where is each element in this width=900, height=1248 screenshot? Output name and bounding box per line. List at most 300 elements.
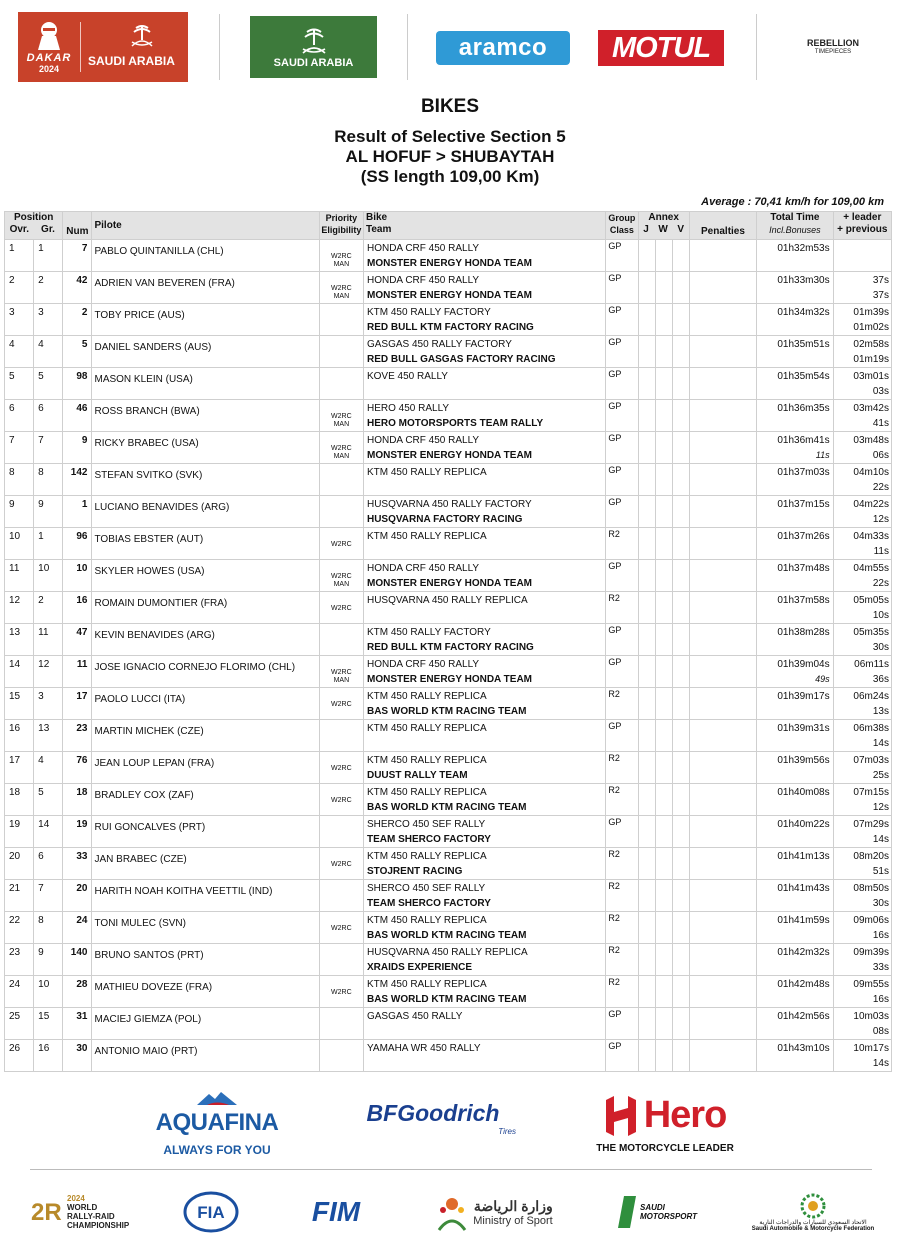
rider-name: MATHIEU DOVEZE (FRA) — [92, 976, 319, 1008]
ministry-arabic: وزارة الرياضة — [473, 1197, 553, 1214]
team-name: MONSTER ENERGY HONDA TEAM — [366, 290, 532, 301]
bike-model: KTM 450 RALLY FACTORY — [366, 627, 491, 638]
overall-position: 15 — [5, 688, 34, 720]
table-row — [5, 272, 892, 304]
total-time: 01h40m22s — [777, 819, 830, 830]
gap-cell — [833, 496, 891, 528]
aquafina-tagline: ALWAYS FOR YOU — [163, 1143, 271, 1157]
fia-globe-icon — [183, 1191, 239, 1233]
results-table-header — [5, 212, 892, 240]
annex-v — [672, 688, 689, 720]
total-time-cell — [757, 752, 833, 784]
priority-eligibility — [319, 848, 363, 880]
bike-model: YAMAHA WR 450 RALLY — [366, 1043, 481, 1054]
leader-label: + leader — [843, 212, 882, 223]
eligibility-w2rc: W2RC — [331, 413, 352, 420]
gap-to-previous: 13s — [872, 706, 889, 717]
gap-cell — [833, 1040, 891, 1072]
total-time-label: Total Time — [770, 212, 820, 223]
total-time-cell — [757, 944, 833, 976]
rebellion-timepieces-logo — [786, 36, 880, 60]
team-name: HERO MOTORSPORTS TEAM RALLY — [366, 418, 544, 429]
annex-j — [638, 880, 655, 912]
team-name: HUSQVARNA FACTORY RACING — [366, 514, 523, 525]
annex-w — [655, 368, 672, 400]
group-position: 9 — [34, 496, 63, 528]
bike-team-cell — [363, 592, 605, 624]
sms-text: SAUDI MOTORSPORT — [640, 1203, 698, 1221]
table-row — [5, 976, 892, 1008]
group-position: 15 — [34, 1008, 63, 1040]
fim-logo: FIM — [311, 1196, 361, 1227]
rider-number: 5 — [63, 336, 92, 368]
bike-team-header — [363, 212, 605, 240]
gap-cell — [833, 336, 891, 368]
pilote-header — [92, 212, 319, 240]
gap-to-leader: 09m06s — [853, 915, 889, 926]
gap-to-leader: 09m55s — [853, 979, 889, 990]
bike-model: KTM 450 RALLY FACTORY — [366, 307, 491, 318]
group-label: Group — [608, 213, 636, 223]
total-time: 01h42m48s — [777, 979, 830, 990]
annex-v — [672, 656, 689, 688]
bike-model: HONDA CRF 450 RALLY — [366, 659, 480, 670]
palm-swords-icon — [128, 22, 156, 50]
penalties — [689, 880, 756, 912]
gap-to-previous: 16s — [872, 930, 889, 941]
group-class: R2 — [606, 592, 638, 624]
priority-eligibility — [319, 1040, 363, 1072]
eligibility-w2rc: W2RC — [331, 765, 352, 772]
class-label: Class — [609, 225, 634, 235]
gap-to-leader: 05m05s — [853, 595, 889, 606]
rider-name: PAOLO LUCCI (ITA) — [92, 688, 319, 720]
gap-cell — [833, 272, 891, 304]
group-position: 11 — [34, 624, 63, 656]
rider-name: JAN BRABEC (CZE) — [92, 848, 319, 880]
total-time: 01h37m26s — [777, 531, 830, 542]
table-row — [5, 240, 892, 272]
total-time: 01h40m08s — [777, 787, 830, 798]
bike-model: KTM 450 RALLY REPLICA — [366, 723, 487, 734]
gap-to-previous: 22s — [872, 482, 889, 493]
total-time-cell — [757, 720, 833, 752]
overall-position: 18 — [5, 784, 34, 816]
ministry-english: Ministry of Sport — [473, 1214, 553, 1227]
annex-v — [672, 464, 689, 496]
result-titles — [0, 96, 900, 187]
gap-cell — [833, 464, 891, 496]
rider-name: RICKY BRABEC (USA) — [92, 432, 319, 464]
priority-eligibility — [319, 880, 363, 912]
bike-team-cell — [363, 304, 605, 336]
bike-model: HUSQVARNA 450 RALLY REPLICA — [366, 947, 528, 958]
total-time-cell — [757, 528, 833, 560]
ministry-emblem-icon — [435, 1192, 469, 1232]
total-time-cell — [757, 976, 833, 1008]
team-name: BAS WORLD KTM RACING TEAM — [366, 994, 527, 1005]
overall-position: 11 — [5, 560, 34, 592]
gap-to-leader: 04m10s — [853, 467, 889, 478]
annex-v — [672, 592, 689, 624]
dakar-country: SAUDI ARABIA — [88, 54, 175, 68]
rider-number: 20 — [63, 880, 92, 912]
penalties — [689, 1040, 756, 1072]
gap-to-leader: 03m01s — [853, 371, 889, 382]
bike-team-cell — [363, 1040, 605, 1072]
annex-v — [672, 272, 689, 304]
gap-to-previous: 08s — [872, 1026, 889, 1037]
team-name: BAS WORLD KTM RACING TEAM — [366, 802, 527, 813]
team-name: BAS WORLD KTM RACING TEAM — [366, 706, 527, 717]
group-class: GP — [606, 1008, 638, 1040]
rider-number: 28 — [63, 976, 92, 1008]
priority-eligibility — [319, 272, 363, 304]
priority-eligibility — [319, 368, 363, 400]
group-class: GP — [606, 560, 638, 592]
group-position: 7 — [34, 880, 63, 912]
position-header — [5, 212, 63, 240]
header-logo-bar — [0, 0, 900, 90]
gap-to-leader: 03m42s — [853, 403, 889, 414]
table-row — [5, 784, 892, 816]
annex-j — [638, 784, 655, 816]
bike-team-cell — [363, 656, 605, 688]
rider-number: 2 — [63, 304, 92, 336]
table-row — [5, 880, 892, 912]
total-time-cell — [757, 816, 833, 848]
table-row — [5, 944, 892, 976]
total-time: 01h41m59s — [777, 915, 830, 926]
total-time: 01h43m10s — [777, 1043, 830, 1054]
total-time-cell — [757, 912, 833, 944]
penalties — [689, 816, 756, 848]
penalties — [689, 1008, 756, 1040]
previous-label: + previous — [837, 224, 888, 235]
incl-bonuses-label: Incl.Bonuses — [769, 225, 821, 235]
rider-number: 1 — [63, 496, 92, 528]
priority-eligibility — [319, 400, 363, 432]
bike-team-cell — [363, 240, 605, 272]
priority-eligibility — [319, 496, 363, 528]
stage-title: Result of Selective Section 5 — [334, 127, 566, 146]
hero-h-icon — [604, 1096, 638, 1136]
rider-number: 9 — [63, 432, 92, 464]
group-class: GP — [606, 368, 638, 400]
penalties — [689, 368, 756, 400]
penalties — [689, 496, 756, 528]
rider-name: BRADLEY COX (ZAF) — [92, 784, 319, 816]
penalties — [689, 528, 756, 560]
table-row — [5, 560, 892, 592]
group-class: GP — [606, 656, 638, 688]
gap-to-previous: 30s — [872, 642, 889, 653]
total-time: 01h42m32s — [777, 947, 830, 958]
ovr-header: Ovr. — [9, 224, 30, 235]
penalties-label: Penalties — [701, 226, 745, 237]
total-time-cell — [757, 848, 833, 880]
bike-model: KTM 450 RALLY REPLICA — [366, 787, 487, 798]
gap-to-previous: 36s — [872, 674, 889, 685]
annex-j — [638, 1040, 655, 1072]
team-label: Team — [365, 224, 392, 235]
annex-v — [672, 240, 689, 272]
eligibility-w2rc: W2RC — [331, 797, 352, 804]
gap-cell — [833, 400, 891, 432]
bike-team-cell — [363, 720, 605, 752]
annex-v — [672, 1008, 689, 1040]
overall-position: 8 — [5, 464, 34, 496]
group-class: GP — [606, 432, 638, 464]
total-time: 01h37m03s — [777, 467, 830, 478]
fia-logo — [182, 1186, 240, 1238]
bike-model: GASGAS 450 RALLY FACTORY — [366, 339, 512, 350]
aramco-logo: aramco — [436, 31, 570, 65]
bike-team-cell — [363, 944, 605, 976]
annex-w — [655, 560, 672, 592]
motul-logo: MOTUL — [598, 30, 724, 66]
total-time-cell — [757, 272, 833, 304]
annex-j — [638, 976, 655, 1008]
rebellion-sub: TIMEPIECES — [814, 49, 852, 55]
annex-j — [638, 368, 655, 400]
rebellion-name: REBELLION — [806, 38, 859, 48]
group-position: 4 — [34, 336, 63, 368]
total-time-cell — [757, 304, 833, 336]
penalties — [689, 400, 756, 432]
gap-to-previous: 01m19s — [853, 354, 889, 365]
group-class: R2 — [606, 752, 638, 784]
rider-number: 18 — [63, 784, 92, 816]
eligibility-w2rc: W2RC — [331, 573, 352, 580]
group-class: GP — [606, 496, 638, 528]
penalties — [689, 624, 756, 656]
eligibility-w2rc: W2RC — [331, 285, 352, 292]
gap-cell — [833, 368, 891, 400]
overall-position: 16 — [5, 720, 34, 752]
overall-position: 6 — [5, 400, 34, 432]
annex-w — [655, 944, 672, 976]
table-row — [5, 304, 892, 336]
eligibility-man: MAN — [333, 421, 350, 428]
annex-j — [638, 240, 655, 272]
bike-model: HONDA CRF 450 RALLY — [366, 563, 480, 574]
rider-number: 96 — [63, 528, 92, 560]
annex-j — [638, 1008, 655, 1040]
rider-name: PABLO QUINTANILLA (CHL) — [92, 240, 319, 272]
total-time: 01h37m15s — [777, 499, 830, 510]
group-class: R2 — [606, 912, 638, 944]
w2rc-year: 2024 — [67, 1194, 85, 1203]
average-speed: Average : 70,41 km/h for 109,00 km — [701, 196, 884, 208]
bike-team-cell — [363, 816, 605, 848]
dakar-year: 2024 — [38, 64, 60, 74]
rider-number: 76 — [63, 752, 92, 784]
team-name: MONSTER ENERGY HONDA TEAM — [366, 578, 532, 589]
penalties — [689, 464, 756, 496]
rider-name: MACIEJ GIEMZA (POL) — [92, 1008, 319, 1040]
total-time-cell — [757, 368, 833, 400]
eligibility-w2rc: W2RC — [331, 253, 352, 260]
results-table — [4, 211, 892, 1072]
total-time-cell — [757, 880, 833, 912]
bike-model: HONDA CRF 450 RALLY — [366, 435, 480, 446]
sm-emblem-icon — [614, 1192, 640, 1232]
annex-v — [672, 976, 689, 1008]
bike-model: SHERCO 450 SEF RALLY — [366, 819, 486, 830]
bfgoodrich-sub: Tires — [498, 1127, 516, 1136]
group-position: 12 — [34, 656, 63, 688]
group-position: 1 — [34, 528, 63, 560]
table-row — [5, 592, 892, 624]
overall-position: 7 — [5, 432, 34, 464]
overall-position: 21 — [5, 880, 34, 912]
priority-eligibility — [319, 720, 363, 752]
team-name: RED BULL KTM FACTORY RACING — [366, 642, 534, 653]
total-time: 01h39m04s — [777, 659, 830, 670]
table-row — [5, 688, 892, 720]
gap-to-previous: 22s — [872, 578, 889, 589]
palm-swords-icon — [299, 25, 329, 57]
samf-english: Saudi Automobile & Motorcycle Federation — [751, 1225, 875, 1232]
annex-j — [638, 464, 655, 496]
table-row — [5, 656, 892, 688]
stage-route: AL HOFUF > SHUBAYTAH — [345, 147, 555, 166]
annex-w — [655, 784, 672, 816]
bike-team-cell — [363, 400, 605, 432]
gap-to-previous: 14s — [872, 1058, 889, 1069]
overall-position: 14 — [5, 656, 34, 688]
total-time-cell — [757, 784, 833, 816]
annex-v — [672, 848, 689, 880]
rider-number: 16 — [63, 592, 92, 624]
group-class: GP — [606, 400, 638, 432]
total-time: 01h37m58s — [777, 595, 830, 606]
gap-to-leader: 01m39s — [853, 307, 889, 318]
results-table-body — [5, 240, 892, 1072]
team-name: MONSTER ENERGY HONDA TEAM — [366, 450, 532, 461]
eligibility-w2rc: W2RC — [331, 861, 352, 868]
group-class: GP — [606, 720, 638, 752]
annex-v — [672, 560, 689, 592]
annex-j — [638, 432, 655, 464]
eligibility-w2rc: W2RC — [331, 445, 352, 452]
rider-name: MASON KLEIN (USA) — [92, 368, 319, 400]
annex-w — [655, 592, 672, 624]
bike-model: KTM 450 RALLY REPLICA — [366, 691, 487, 702]
bfgoodrich-logo — [350, 1100, 516, 1136]
gap-cell — [833, 304, 891, 336]
annex-v — [672, 752, 689, 784]
priority-label: Priority — [325, 213, 358, 223]
gap-to-leader: 37s — [872, 275, 889, 286]
fia-text: FIA — [197, 1203, 225, 1222]
group-class: R2 — [606, 976, 638, 1008]
rider-number: 17 — [63, 688, 92, 720]
annex-w — [655, 976, 672, 1008]
gap-cell — [833, 1008, 891, 1040]
bike-team-cell — [363, 688, 605, 720]
team-name: MONSTER ENERGY HONDA TEAM — [366, 258, 532, 269]
bike-team-cell — [363, 528, 605, 560]
team-name: STOJRENT RACING — [366, 866, 463, 877]
bike-team-cell — [363, 912, 605, 944]
group-class: GP — [606, 336, 638, 368]
total-time: 01h39m17s — [777, 691, 830, 702]
table-row — [5, 464, 892, 496]
priority-eligibility — [319, 592, 363, 624]
pilote-label: Pilote — [94, 220, 122, 231]
bike-model: KTM 450 RALLY REPLICA — [366, 531, 487, 542]
gap-to-leader: 08m20s — [853, 851, 889, 862]
gap-to-previous: 30s — [872, 898, 889, 909]
gap-to-leader: 04m33s — [853, 531, 889, 542]
annex-j — [638, 688, 655, 720]
priority-eligibility — [319, 688, 363, 720]
rider-number: 98 — [63, 368, 92, 400]
penalties — [689, 912, 756, 944]
table-row — [5, 1008, 892, 1040]
group-class: GP — [606, 304, 638, 336]
rider-number: 31 — [63, 1008, 92, 1040]
rider-number: 47 — [63, 624, 92, 656]
table-row — [5, 816, 892, 848]
priority-eligibility — [319, 464, 363, 496]
team-name: TEAM SHERCO FACTORY — [366, 834, 491, 845]
annex-v — [672, 720, 689, 752]
eligibility-label: Eligibility — [321, 225, 362, 235]
overall-position: 25 — [5, 1008, 34, 1040]
penalties — [689, 688, 756, 720]
team-name: DUUST RALLY TEAM — [366, 770, 468, 781]
gap-to-previous: 03s — [872, 386, 889, 397]
group-class: R2 — [606, 880, 638, 912]
bike-team-cell — [363, 848, 605, 880]
table-row — [5, 368, 892, 400]
total-time-cell — [757, 688, 833, 720]
annex-v — [672, 912, 689, 944]
penalties — [689, 560, 756, 592]
saudi-motorsport-logo — [610, 1186, 702, 1238]
hero-logo — [590, 1086, 740, 1162]
gap-to-previous: 14s — [872, 738, 889, 749]
table-row — [5, 432, 892, 464]
group-position: 8 — [34, 912, 63, 944]
rider-number: 10 — [63, 560, 92, 592]
table-row — [5, 1040, 892, 1072]
gap-to-previous: 37s — [872, 290, 889, 301]
gap-to-previous: 14s — [872, 834, 889, 845]
gap-to-previous: 11s — [873, 546, 889, 557]
gap-to-leader: 08m50s — [853, 883, 889, 894]
rider-number: 140 — [63, 944, 92, 976]
gap-to-leader: 05m35s — [853, 627, 889, 638]
total-time: 01h34m32s — [777, 307, 830, 318]
gap-cell — [833, 240, 891, 272]
saudi-arabia-text: SAUDI ARABIA — [273, 57, 354, 69]
gap-to-leader: 07m15s — [853, 787, 889, 798]
gap-to-previous: 51s — [872, 866, 889, 877]
total-time-cell — [757, 432, 833, 464]
penalties — [689, 272, 756, 304]
annex-header — [638, 212, 689, 240]
rider-name: DANIEL SANDERS (AUS) — [92, 336, 319, 368]
rider-number: 19 — [63, 816, 92, 848]
gap-to-leader: 06m38s — [853, 723, 889, 734]
total-time-cell — [757, 1008, 833, 1040]
annex-w — [655, 656, 672, 688]
gap-to-previous: 41s — [872, 418, 889, 429]
